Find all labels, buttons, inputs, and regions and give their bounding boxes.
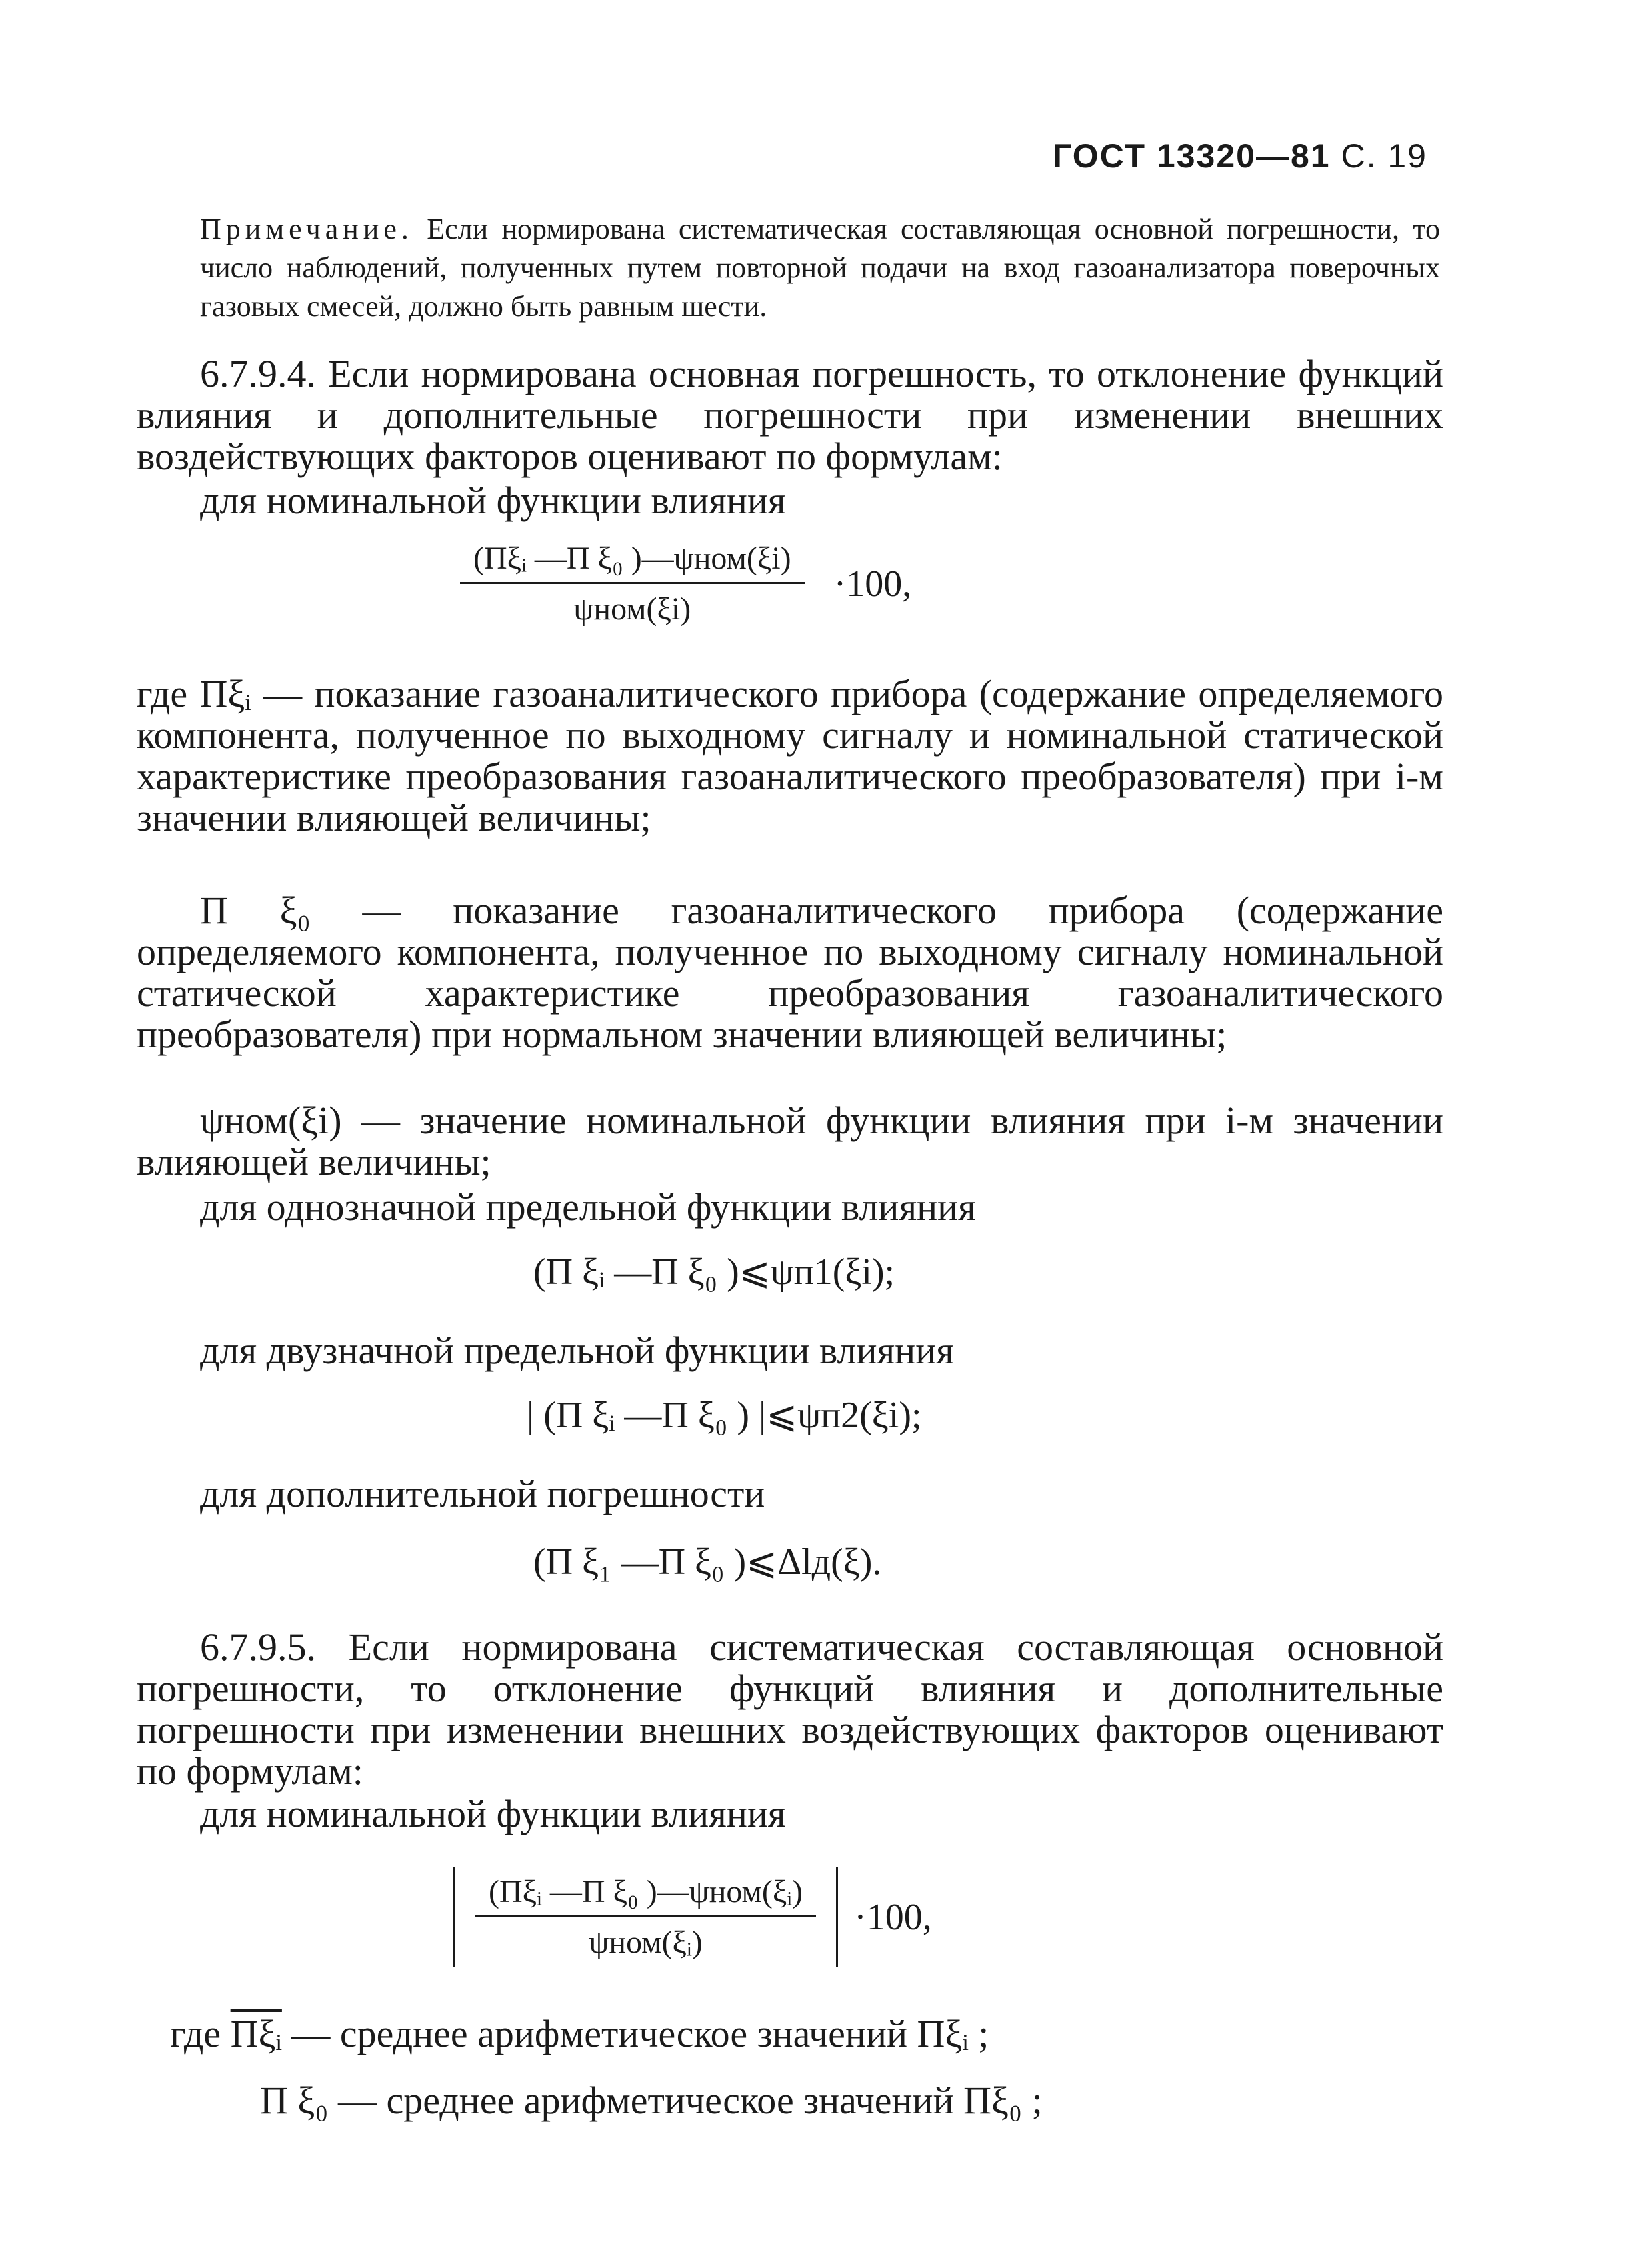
where-word: где [170,2012,221,2055]
formula-single-limit: (Π ξᵢ —Π ξ₀ )⩽ψп1(ξi); [533,1251,895,1293]
def-text: — показание газоаналитического прибора (содержание определяемого компонента, полученное по выходному сигналу номинальной статической характеристике преобразования газоаналитического преобразователя) при нормальном значении влияющей величины; [137,889,1443,1056]
formula-fraction [475,1873,816,1961]
page-header [1053,137,1427,175]
def-text: — среднее арифметическое значений Πξᵢ ; [291,2012,989,2055]
definition-mean-2 [260,2080,1440,2121]
lead-nominal-1: для номинальной функции влияния [200,479,786,522]
def-symbol: $\overline{\Pi\xi ᵢ}$ [230,2012,282,2055]
formula-multiplier: ·100, [854,1896,932,1938]
def-symbol: Πξᵢ [199,672,251,715]
standard-number: ГОСТ 13320—81 [1053,137,1331,175]
note-paragraph [200,210,1440,326]
definition-3 [137,1100,1443,1183]
formula-denominator: ψном(ξi) [573,591,691,627]
definition-2 [137,890,1443,1055]
definition-1 [137,673,1443,839]
def-text: — показание газоаналитического прибора (содержание определяемого компонента, полученное по выходному сигналу и номинальной статической характеристике преобразования газоаналитического преобразователя) при i-м значении влияющей величины; [137,672,1444,839]
where-word: где [137,672,188,715]
paragraph-6794: 6.7.9.4. Если нормирована основная погрешность, то отклонение функций влияния и дополнительные погрешности при изменении внешних воздействующих факторов оценивают по формулам: [137,352,1443,478]
def-symbol: ψном(ξi) [200,1099,342,1142]
formula-multiplier: ·100, [833,563,912,605]
note-text: Если нормирована систематическая составляющая основной погрешности, то число наблюдений, полученных путем повторной подачи на вход газоанализатора поверочных газовых смесей, должно быть равным шести. [200,213,1440,323]
paragraph-6795: 6.7.9.5. Если нормирована систематическая составляющая основной погрешности, то отклонение функций влияния и дополнительные погрешности при изменении внешних воздействующих факторов оценивают по формулам: [137,1625,1443,1793]
formula-denominator: ψном(ξᵢ) [589,1925,703,1960]
formula-double-limit: | (Π ξᵢ —Π ξ₀ ) |⩽ψп2(ξi); [527,1395,922,1436]
lead-nominal-2: для номинальной функции влияния [200,1792,786,1835]
lead-additional-error: для дополнительной погрешности [200,1472,765,1515]
definition-mean-1 [170,2013,1437,2055]
lead-single-limit: для однозначной предельной функции влияния [200,1185,976,1229]
page-number: С. 19 [1341,137,1427,175]
def-symbol: Π ξ₀ [260,2079,329,2122]
def-text: — значение номинальной функции влияния при i-м значении влияющей величины; [137,1099,1444,1183]
lead-double-limit: для двузначной предельной функции влияния [200,1329,954,1372]
note-label: Примечание. [200,213,413,245]
def-text: — среднее арифметическое значений Πξ₀ ; [337,2079,1043,2122]
formula-numerator: (Πξᵢ —Π ξ₀ )—ψном(ξᵢ) [475,1873,816,1917]
formula-additional-error: (Π ξ₁ —Π ξ₀ )⩽Δlд(ξ). [533,1541,882,1583]
def-symbol: Π ξ₀ [200,889,311,932]
absolute-value-bars [453,1867,838,1967]
formula-nominal-influence-abs [453,1867,932,1967]
formula-fraction [460,540,805,627]
formula-numerator: (Πξᵢ —Π ξ₀ )—ψном(ξi) [460,540,805,584]
formula-nominal-influence [460,540,911,627]
